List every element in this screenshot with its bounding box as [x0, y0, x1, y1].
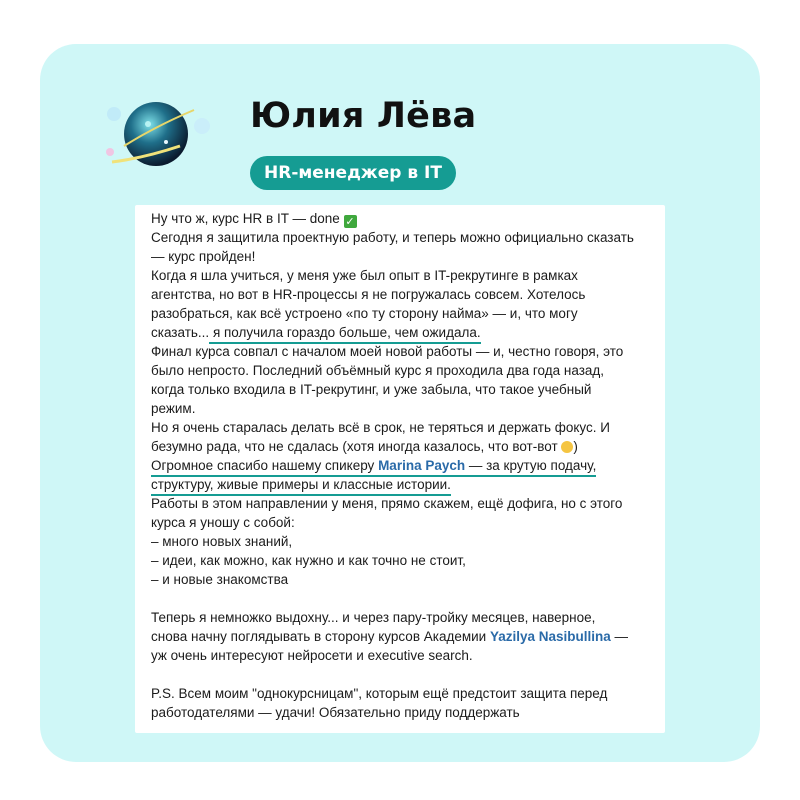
post-line-text: безумно рада, что не сдалась (хотя иногда казалось, что вот-вот — [151, 439, 558, 454]
post-line: разобраться, как всё устроено «по ту сторону найма» — и, что могу — [151, 306, 578, 321]
post-line: Когда я шла учиться, у меня уже был опыт в IT-рекрутинге в рамках — [151, 268, 578, 283]
post-line: Но я очень старалась делать всё в срок, не теряться и держать фокус. И — [151, 420, 610, 435]
post-line — [151, 323, 661, 342]
post-line: Финал курса совпал с началом моей новой работы — и, честно говоря, это — [151, 344, 624, 359]
post-line: было непросто. Последний объёмный курс я проходила два года назад, — [151, 363, 605, 378]
highlight-underline: структуру, живые примеры и классные истории. — [151, 477, 451, 496]
post-line: Теперь я немножко выдохну... и через пару-тройку месяцев, наверное, — [151, 610, 596, 625]
planet-avatar-icon — [104, 96, 214, 176]
post-line: P.S. Всем моим "однокурсницам", которым ещё предстоит защита перед — [151, 686, 608, 701]
paragraph-gap — [151, 589, 661, 608]
post-line-text: — за крутую подачу, — [465, 458, 597, 473]
paragraph-gap — [151, 665, 661, 684]
post-line-text: сказать... — [151, 325, 210, 340]
post-line — [151, 209, 661, 228]
post-line: когда только входила в IT-рекрутинг, и уже забыла, что такое учебный — [151, 382, 592, 397]
post-line-text: снова начну поглядывать в сторону курсов Академии — [151, 629, 490, 644]
speaker-link[interactable]: Marina Paych — [378, 458, 466, 473]
post-line — [151, 627, 661, 646]
academy-link[interactable]: Yazilya Nasibullina — [489, 629, 611, 644]
list-item: – и новые знакомства — [151, 572, 289, 587]
post-line: Работы в этом направлении у меня, прямо скажем, ещё дофига, но с этого — [151, 496, 623, 511]
sweat-smile-emoji-icon — [561, 441, 573, 453]
post-line — [151, 475, 661, 494]
list-item: – много новых знаний, — [151, 534, 293, 549]
post-line: Сегодня я защитила проектную работу, и теперь можно официально сказать — [151, 230, 634, 245]
post-line-text: — — [610, 629, 629, 644]
post-line — [151, 456, 661, 475]
check-mark-emoji-icon: ✓ — [345, 215, 355, 228]
post-line: уж очень интересуют нейросети и executive search. — [151, 648, 473, 663]
user-name: Юлия Лёва — [250, 96, 477, 136]
post-card — [135, 205, 665, 733]
post-line-text: Огромное спасибо нашему спикеру — [151, 458, 379, 473]
post-line: — курс пройден! — [151, 249, 256, 264]
post-line: работодателями — удачи! Обязательно приду поддержать — [151, 705, 520, 720]
highlight-underline: я получила гораздо больше, чем ожидала. — [209, 325, 480, 344]
list-item: – идеи, как можно, как нужно и как точно не стоит, — [151, 553, 466, 568]
post-text — [151, 209, 661, 722]
post-line — [151, 437, 661, 456]
post-line: агентства, но вот в HR-процессы я не погружалась совсем. Хотелось — [151, 287, 586, 302]
post-line: режим. — [151, 401, 196, 416]
post-line-text: ) — [573, 439, 578, 454]
post-line: курса я уношу с собой: — [151, 515, 295, 530]
post-line-text: Ну что ж, курс HR в IT — done — [151, 211, 340, 226]
role-badge: HR-менеджер в IT — [250, 156, 456, 190]
